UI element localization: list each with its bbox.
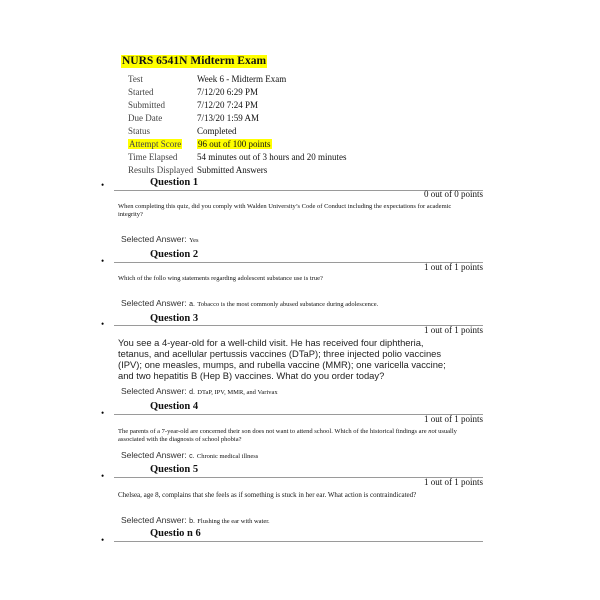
selected-answer-value: DTaP, IPV, MMR, and Varivax <box>197 389 278 396</box>
question-5-points: 1 out of 1 points <box>423 477 483 487</box>
info-label-time-elapsed: Time Elapsed <box>128 152 178 162</box>
bullet-icon: • <box>101 319 105 329</box>
info-value-attempt-score: 96 out of 100 points <box>198 139 271 149</box>
info-value-results-displayed: Submitted Answers <box>197 165 268 175</box>
question-1-title: Question 1 <box>150 177 199 188</box>
question-2-text: Which of the follo wing statements regarding adolescent substance use is true? <box>118 275 323 282</box>
bullet-icon: • <box>101 256 105 266</box>
bullet-icon: • <box>101 535 105 545</box>
question-4-text: The parents of a 7-year-old are concerned their son does not want to attend school. Which of the historical findings are not usually associated with the diagnosis of school phobia? <box>118 428 457 443</box>
selected-answer-label: Selected Answer: <box>121 234 187 244</box>
question-3-answer <box>121 386 278 398</box>
selected-answer-value: Tobacco is the most commonly abused substance during adolescence. <box>197 301 379 308</box>
question-1-answer <box>121 234 199 246</box>
question-5-text: Chelsea, age 8, complains that she feels as if something is stuck in her ear. What action is contraindicated? <box>118 491 417 499</box>
info-value-submitted: 7/12/20 7:24 PM <box>197 100 259 110</box>
question-2-answer <box>121 298 378 310</box>
question-6-title: Questio n 6 <box>150 528 201 539</box>
info-label-attempt-score: Attempt Score <box>129 139 182 149</box>
question-1-points: 0 out of 0 points <box>423 189 483 199</box>
bullet-icon: • <box>101 180 105 190</box>
selected-answer-value: Chronic medical illness <box>196 453 259 460</box>
selected-answer-letter: c. <box>189 453 195 460</box>
info-value-test: Week 6 - Midterm Exam <box>197 74 287 84</box>
question-3-text: You see a 4-year-old for a well-child visit. He has received four diphtheria, tetanus, and acellular pertussis vaccines (DTaP); three injected polio vaccines (IPV); one measles, mumps, and rubella vaccine (MMR); one varicella vaccine; and two hepatitis B (Hep B) vaccines. What do you order today? <box>118 337 446 381</box>
exam-title: NURS 6541N Midterm Exam <box>122 55 267 67</box>
question-2-title: Question 2 <box>150 249 199 260</box>
info-label-results-displayed: Results Displayed <box>128 165 194 175</box>
info-label-started: Started <box>128 87 154 97</box>
question-5-answer <box>121 515 270 527</box>
info-value-due-date: 7/13/20 1:59 AM <box>197 113 260 123</box>
info-label-due-date: Due Date <box>128 113 163 123</box>
selected-answer-label: Selected Answer: <box>121 450 187 460</box>
question-2-points: 1 out of 1 points <box>423 262 483 272</box>
divider <box>114 541 483 542</box>
question-4-answer <box>121 450 258 462</box>
question-3-points: 1 out of 1 points <box>423 325 483 335</box>
selected-answer-letter: b. <box>189 518 195 525</box>
info-label-status: Status <box>128 126 151 136</box>
selected-answer-letter: a. <box>189 301 195 308</box>
info-value-status: Completed <box>197 126 237 136</box>
question-4-title: Question 4 <box>150 401 199 412</box>
question-1-text: When completing this quiz, did you comply with Walden University’s Code of Conduct including the expectations for academic integrity? <box>118 203 452 218</box>
selected-answer-letter: d. <box>189 389 195 396</box>
selected-answer-value: Yes <box>189 237 199 244</box>
selected-answer-label: Selected Answer: <box>121 515 187 525</box>
selected-answer-value: Flushing the ear with water. <box>197 518 270 525</box>
selected-answer-label: Selected Answer: <box>121 386 187 396</box>
info-label-submitted: Submitted <box>128 100 166 110</box>
question-3-title: Question 3 <box>150 313 199 324</box>
bullet-icon: • <box>101 408 105 418</box>
question-5-title: Question 5 <box>150 464 199 475</box>
info-value-time-elapsed: 54 minutes out of 3 hours and 20 minutes <box>197 152 347 162</box>
selected-answer-label: Selected Answer: <box>121 298 187 308</box>
bullet-icon: • <box>101 471 105 481</box>
question-4-points: 1 out of 1 points <box>423 414 483 424</box>
info-label-test: Test <box>128 74 143 84</box>
info-value-started: 7/12/20 6:29 PM <box>197 87 259 97</box>
